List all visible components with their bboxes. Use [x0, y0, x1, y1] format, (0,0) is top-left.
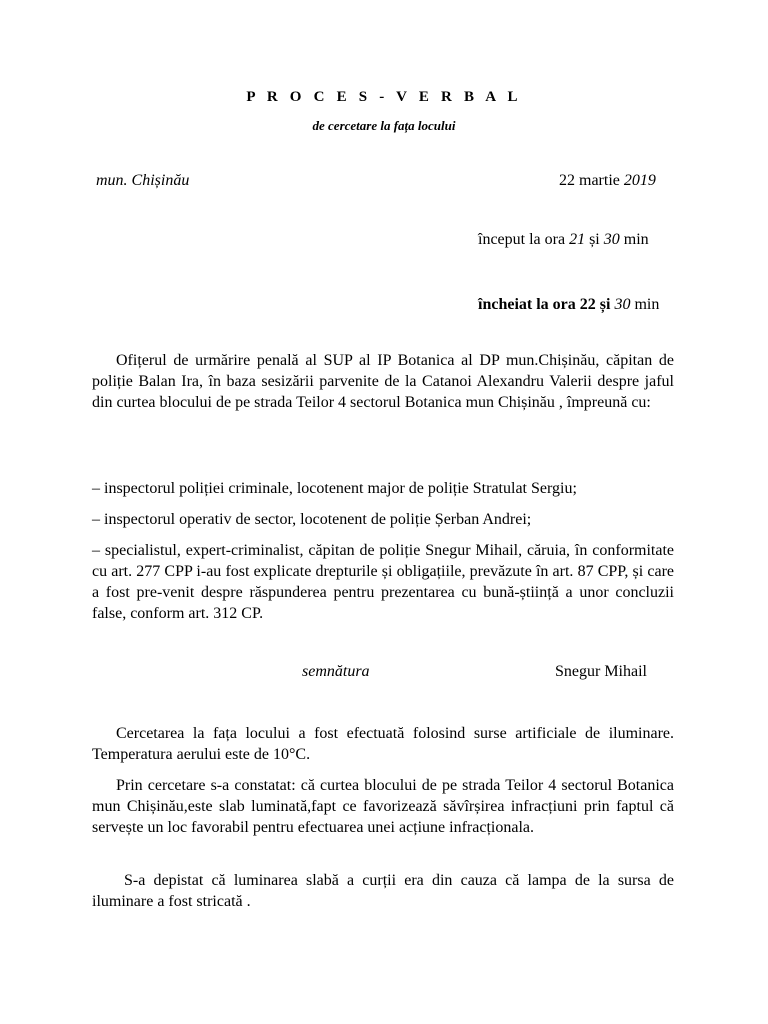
start-label: început la ora: [478, 231, 570, 248]
date-year: 2019: [623, 172, 656, 189]
lighting-paragraph: Cercetarea la fața locului a fost efectuată folosind surse artificiale de iluminare. Temperatura aerului este de 10°C.: [92, 725, 674, 763]
participant-2: – inspectorul operativ de sector, locotenent de poliție Șerban Andrei;: [92, 511, 532, 528]
cause-paragraph: S-a depistat că luminarea slabă a curții era din cauza că lampa de la sursa de iluminare a fost stricată .: [92, 872, 674, 910]
finding-paragraph: Prin cercetare s-a constatat: că curtea blocului de pe strada Teilor 4 sectorul Botanica mun Chișinău,este slab luminată,fapt ce favorizează săvîrșirea infracțiuni prin faptul că servește un loc favorabil pentru efectuarea unei acțiune infracționala.: [92, 777, 674, 836]
start-hour: 21: [569, 231, 586, 248]
participant-3: – specialistul, expert-criminalist, căpitan de poliție Snegur Mihail, căruia, în conformitate cu art. 277 CPP i-au fost explicate drepturile și obligațiile, prevăzute în art. 87 CPP, și care a fost pre-venit despre răspunderea pentru prezentarea cu bună-știință a unor concluzii false, conform art. 312 CP.: [92, 542, 674, 622]
document-subtitle: de cercetare la fața locului: [312, 118, 456, 133]
start-time: [478, 231, 649, 249]
signature-name: Snegur Mihail: [555, 663, 647, 680]
start-sep: și: [585, 231, 604, 248]
start-min: 30: [603, 231, 620, 248]
signature-label: semnătura: [302, 663, 370, 680]
participant-1: – inspectorul poliției criminale, locotenent major de poliție Stratulat Sergiu;: [92, 480, 577, 497]
intro-paragraph: Ofițerul de urmărire penală al SUP al IP Botanica al DP mun.Chișinău, căpitan de poliție Balan Ira, în baza sesizării parvenite de la Catanoi Alexandru Valerii despre jaful din curtea blocului de pe strada Teilor 4 sectorul Botanica mun Chișinău , împreună cu:: [92, 352, 674, 411]
start-unit: min: [619, 231, 649, 248]
end-unit: min: [630, 296, 660, 313]
date: [559, 172, 656, 190]
end-time: [478, 296, 659, 314]
place: mun. Chișinău: [96, 172, 190, 189]
document-title: P R O C E S - V E R B A L: [246, 89, 522, 105]
date-day-month: 22 martie: [559, 172, 624, 189]
end-min: 30: [614, 296, 631, 313]
end-label: încheiat la ora 22 și: [478, 296, 615, 313]
